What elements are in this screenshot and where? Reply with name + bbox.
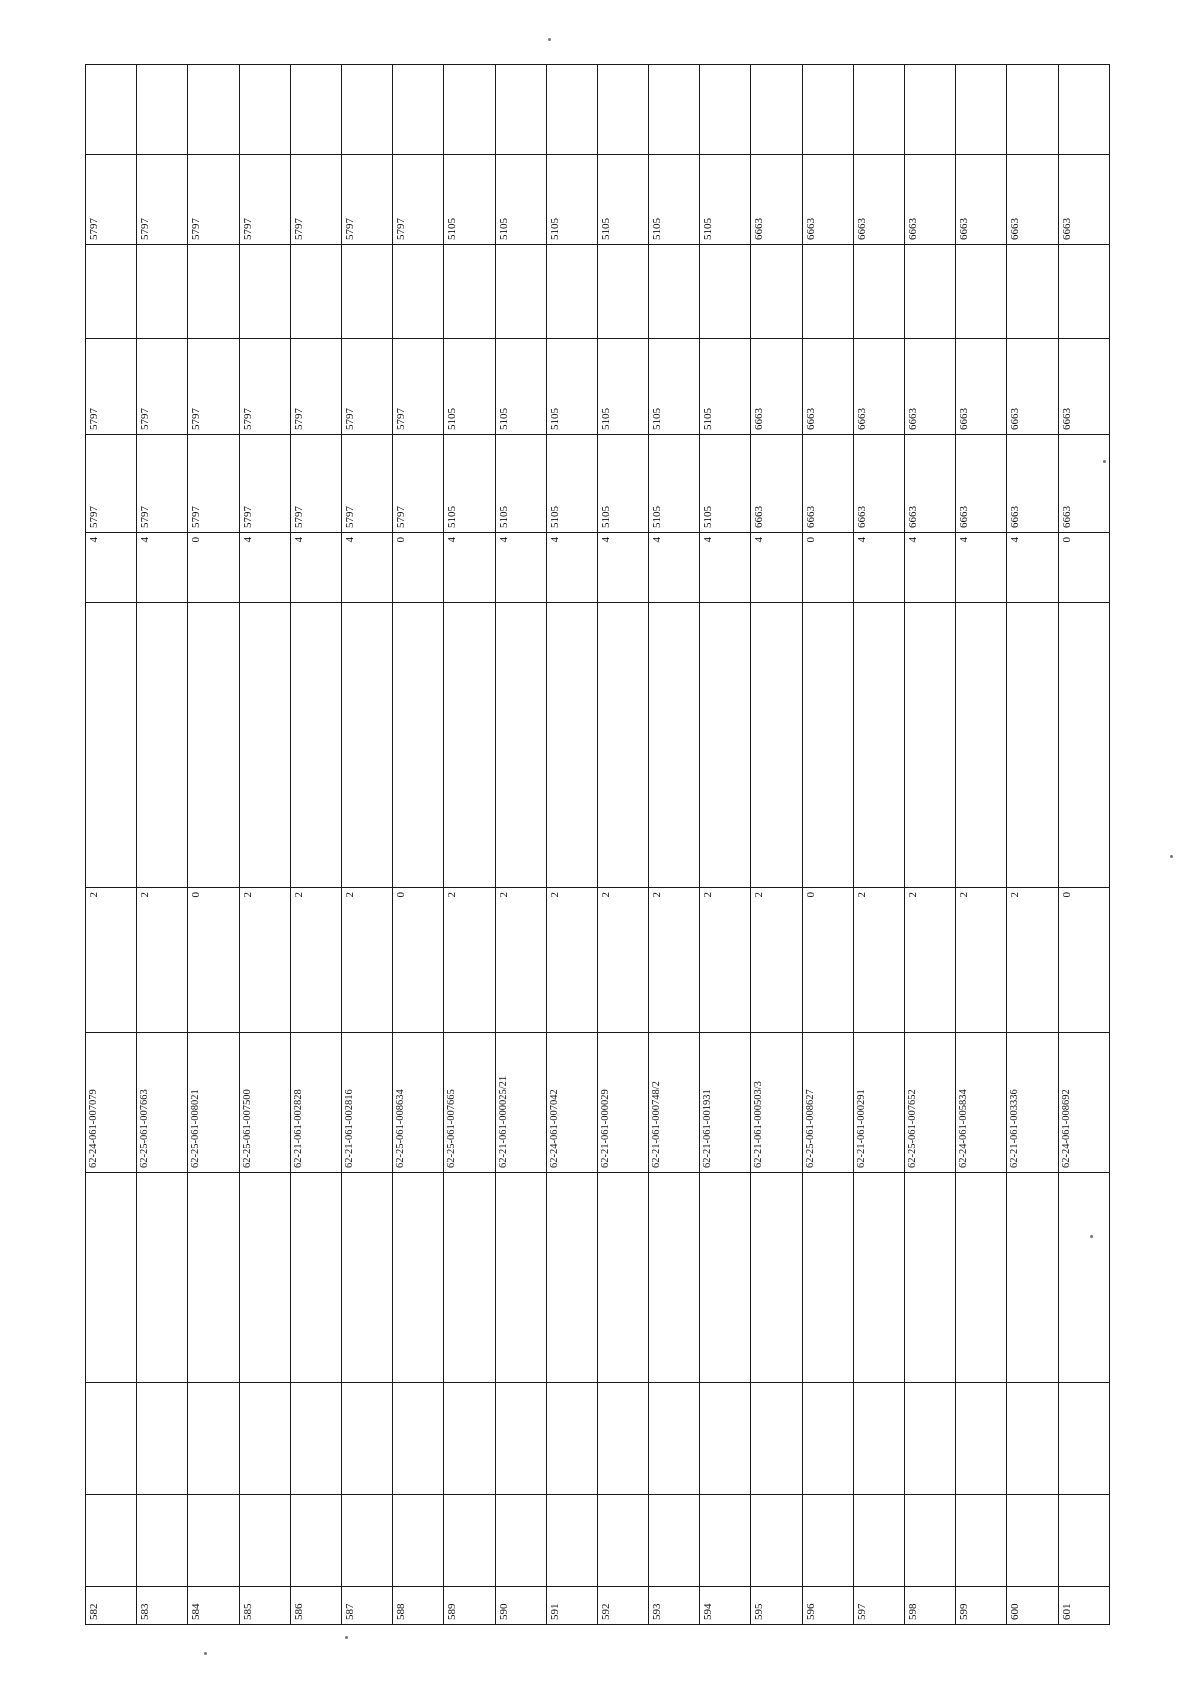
empty-cell <box>1007 245 1058 339</box>
count-a-cell: 2 <box>1007 888 1058 1033</box>
empty-cell <box>86 245 137 339</box>
empty-cell <box>290 603 341 888</box>
settlement-cell <box>956 1383 1007 1495</box>
rotated-table-container <box>85 65 1110 1625</box>
empty-cell <box>393 65 444 155</box>
count-b-cell: 4 <box>905 533 956 603</box>
empty-cell <box>751 65 802 155</box>
empty-cell <box>802 603 853 888</box>
row-number: 598 <box>905 1587 956 1625</box>
object-description-cell <box>137 1173 188 1383</box>
empty-cell <box>1058 245 1109 339</box>
empty-cell <box>649 245 700 339</box>
municipality-cell <box>393 1495 444 1587</box>
municipality-cell <box>905 1495 956 1587</box>
value-1-cell: 6663 <box>905 435 956 533</box>
empty-cell <box>495 603 546 888</box>
municipality-cell <box>751 1495 802 1587</box>
value-2-cell: 5797 <box>290 339 341 435</box>
municipality-cell <box>495 1495 546 1587</box>
value-3-cell: 6663 <box>853 155 904 245</box>
table-row <box>905 65 956 1625</box>
value-2-cell: 5105 <box>597 339 648 435</box>
value-1-cell: 5105 <box>649 435 700 533</box>
empty-cell <box>1058 65 1109 155</box>
empty-cell <box>290 245 341 339</box>
value-2-cell: 6663 <box>802 339 853 435</box>
table-body <box>86 65 1110 1625</box>
count-a-cell: 2 <box>700 888 751 1033</box>
table-row <box>444 65 495 1625</box>
value-2-cell: 6663 <box>1007 339 1058 435</box>
count-b-cell: 4 <box>1007 533 1058 603</box>
empty-cell <box>290 65 341 155</box>
empty-cell <box>853 603 904 888</box>
value-1-cell: 5105 <box>597 435 648 533</box>
object-description-cell <box>853 1173 904 1383</box>
empty-cell <box>444 65 495 155</box>
settlement-cell <box>341 1383 392 1495</box>
count-a-cell: 2 <box>137 888 188 1033</box>
value-3-cell: 5797 <box>86 155 137 245</box>
settlement-cell <box>137 1383 188 1495</box>
object-description-cell <box>802 1173 853 1383</box>
value-1-cell: 6663 <box>853 435 904 533</box>
settlement-cell <box>239 1383 290 1495</box>
table-row <box>853 65 904 1625</box>
empty-cell <box>546 603 597 888</box>
table-row <box>546 65 597 1625</box>
count-a-cell: 0 <box>1058 888 1109 1033</box>
settlement-cell <box>393 1383 444 1495</box>
count-b-cell: 0 <box>802 533 853 603</box>
count-a-cell: 2 <box>649 888 700 1033</box>
row-number: 587 <box>341 1587 392 1625</box>
value-2-cell: 5105 <box>444 339 495 435</box>
object-description-cell <box>1058 1173 1109 1383</box>
value-2-cell: 5105 <box>495 339 546 435</box>
empty-cell <box>86 603 137 888</box>
empty-cell <box>188 245 239 339</box>
object-code-cell: 62-25-061-007663 <box>137 1033 188 1173</box>
municipality-cell <box>341 1495 392 1587</box>
municipality-cell <box>444 1495 495 1587</box>
table-row <box>597 65 648 1625</box>
municipality-cell <box>956 1495 1007 1587</box>
table-row <box>1007 65 1058 1625</box>
municipality-cell <box>188 1495 239 1587</box>
count-b-cell: 4 <box>853 533 904 603</box>
empty-cell <box>853 245 904 339</box>
empty-cell <box>1007 65 1058 155</box>
row-number: 595 <box>751 1587 802 1625</box>
value-2-cell: 5797 <box>393 339 444 435</box>
empty-cell <box>393 245 444 339</box>
value-1-cell: 5797 <box>290 435 341 533</box>
value-1-cell: 5797 <box>393 435 444 533</box>
value-1-cell: 6663 <box>1058 435 1109 533</box>
count-a-cell: 2 <box>495 888 546 1033</box>
municipality-cell <box>290 1495 341 1587</box>
object-description-cell <box>239 1173 290 1383</box>
value-3-cell: 6663 <box>751 155 802 245</box>
empty-cell <box>751 245 802 339</box>
value-3-cell: 5797 <box>188 155 239 245</box>
object-description-cell <box>649 1173 700 1383</box>
empty-cell <box>1007 603 1058 888</box>
value-2-cell: 6663 <box>853 339 904 435</box>
scan-speck <box>1090 1235 1093 1238</box>
value-1-cell: 5797 <box>188 435 239 533</box>
object-code-cell: 62-25-061-008634 <box>393 1033 444 1173</box>
value-2-cell: 6663 <box>905 339 956 435</box>
empty-cell <box>393 603 444 888</box>
object-code-cell: 62-21-061-000291 <box>853 1033 904 1173</box>
row-number: 591 <box>546 1587 597 1625</box>
object-description-cell <box>597 1173 648 1383</box>
value-3-cell: 5797 <box>137 155 188 245</box>
object-code-cell: 62-25-061-007665 <box>444 1033 495 1173</box>
value-2-cell: 5797 <box>86 339 137 435</box>
count-a-cell: 2 <box>239 888 290 1033</box>
settlement-cell <box>700 1383 751 1495</box>
table-row <box>86 65 137 1625</box>
scan-speck <box>1103 460 1106 463</box>
empty-cell <box>239 65 290 155</box>
object-description-cell <box>546 1173 597 1383</box>
table-row <box>1058 65 1109 1625</box>
settlement-cell <box>86 1383 137 1495</box>
count-b-cell: 4 <box>495 533 546 603</box>
value-3-cell: 6663 <box>802 155 853 245</box>
settlement-cell <box>597 1383 648 1495</box>
object-description-cell <box>86 1173 137 1383</box>
empty-cell <box>239 245 290 339</box>
empty-cell <box>341 603 392 888</box>
value-2-cell: 5797 <box>188 339 239 435</box>
scan-speck <box>548 38 551 41</box>
value-3-cell: 5105 <box>495 155 546 245</box>
object-description-cell <box>905 1173 956 1383</box>
count-a-cell: 2 <box>86 888 137 1033</box>
row-number: 600 <box>1007 1587 1058 1625</box>
value-2-cell: 5797 <box>137 339 188 435</box>
empty-cell <box>905 65 956 155</box>
empty-cell <box>956 603 1007 888</box>
object-description-cell <box>956 1173 1007 1383</box>
empty-cell <box>802 245 853 339</box>
empty-cell <box>700 65 751 155</box>
count-b-cell: 4 <box>751 533 802 603</box>
object-code-cell: 62-21-061-002816 <box>341 1033 392 1173</box>
row-number: 597 <box>853 1587 904 1625</box>
value-1-cell: 5105 <box>700 435 751 533</box>
table-row <box>239 65 290 1625</box>
municipality-cell <box>802 1495 853 1587</box>
empty-cell <box>137 603 188 888</box>
value-3-cell: 6663 <box>956 155 1007 245</box>
empty-cell <box>546 65 597 155</box>
empty-cell <box>956 245 1007 339</box>
object-code-cell: 62-21-061-002828 <box>290 1033 341 1173</box>
table-row <box>751 65 802 1625</box>
value-2-cell: 6663 <box>751 339 802 435</box>
settlement-cell <box>1007 1383 1058 1495</box>
settlement-cell <box>1058 1383 1109 1495</box>
empty-cell <box>802 65 853 155</box>
empty-cell <box>905 245 956 339</box>
settlement-cell <box>546 1383 597 1495</box>
count-b-cell: 4 <box>597 533 648 603</box>
count-b-cell: 4 <box>649 533 700 603</box>
count-b-cell: 4 <box>956 533 1007 603</box>
row-number: 588 <box>393 1587 444 1625</box>
object-code-cell: 62-21-061-000748/2 <box>649 1033 700 1173</box>
table-row <box>393 65 444 1625</box>
value-3-cell: 5797 <box>290 155 341 245</box>
value-1-cell: 6663 <box>1007 435 1058 533</box>
count-a-cell: 2 <box>444 888 495 1033</box>
count-b-cell: 4 <box>137 533 188 603</box>
scan-speck <box>204 1652 207 1655</box>
row-number: 594 <box>700 1587 751 1625</box>
value-1-cell: 6663 <box>751 435 802 533</box>
count-b-cell: 4 <box>546 533 597 603</box>
municipality-cell <box>649 1495 700 1587</box>
empty-cell <box>751 603 802 888</box>
empty-cell <box>495 245 546 339</box>
value-1-cell: 5797 <box>239 435 290 533</box>
row-number: 601 <box>1058 1587 1109 1625</box>
count-a-cell: 2 <box>546 888 597 1033</box>
value-1-cell: 5797 <box>341 435 392 533</box>
settlement-cell <box>802 1383 853 1495</box>
value-3-cell: 6663 <box>905 155 956 245</box>
count-a-cell: 2 <box>597 888 648 1033</box>
object-code-cell: 62-21-061-000029 <box>597 1033 648 1173</box>
scan-speck <box>345 1636 348 1639</box>
value-1-cell: 5105 <box>495 435 546 533</box>
empty-cell <box>137 65 188 155</box>
empty-cell <box>853 65 904 155</box>
value-3-cell: 5105 <box>700 155 751 245</box>
count-a-cell: 2 <box>341 888 392 1033</box>
count-a-cell: 2 <box>956 888 1007 1033</box>
table-row <box>495 65 546 1625</box>
municipality-cell <box>853 1495 904 1587</box>
count-a-cell: 2 <box>290 888 341 1033</box>
settlement-cell <box>751 1383 802 1495</box>
row-number: 592 <box>597 1587 648 1625</box>
municipality-cell <box>239 1495 290 1587</box>
value-3-cell: 5105 <box>649 155 700 245</box>
value-3-cell: 5105 <box>597 155 648 245</box>
empty-cell <box>700 603 751 888</box>
value-3-cell: 6663 <box>1007 155 1058 245</box>
settlement-cell <box>649 1383 700 1495</box>
value-2-cell: 5797 <box>341 339 392 435</box>
object-code-cell: 62-21-061-001931 <box>700 1033 751 1173</box>
empty-cell <box>86 65 137 155</box>
object-description-cell <box>393 1173 444 1383</box>
empty-cell <box>597 603 648 888</box>
value-1-cell: 5797 <box>137 435 188 533</box>
empty-cell <box>597 245 648 339</box>
municipality-cell <box>137 1495 188 1587</box>
value-2-cell: 6663 <box>1058 339 1109 435</box>
empty-cell <box>905 603 956 888</box>
empty-cell <box>597 65 648 155</box>
row-number: 585 <box>239 1587 290 1625</box>
empty-cell <box>1058 603 1109 888</box>
count-b-cell: 0 <box>188 533 239 603</box>
municipality-cell <box>597 1495 648 1587</box>
value-2-cell: 5105 <box>546 339 597 435</box>
table-row <box>290 65 341 1625</box>
row-number: 590 <box>495 1587 546 1625</box>
municipality-cell <box>1058 1495 1109 1587</box>
settlement-cell <box>188 1383 239 1495</box>
table-row <box>137 65 188 1625</box>
empty-cell <box>649 603 700 888</box>
count-a-cell: 2 <box>853 888 904 1033</box>
empty-cell <box>546 245 597 339</box>
table-row <box>700 65 751 1625</box>
gasification-table <box>85 64 1110 1625</box>
empty-cell <box>956 65 1007 155</box>
object-code-cell: 62-21-061-000503/3 <box>751 1033 802 1173</box>
empty-cell <box>239 603 290 888</box>
count-a-cell: 0 <box>393 888 444 1033</box>
municipality-cell <box>700 1495 751 1587</box>
count-a-cell: 0 <box>188 888 239 1033</box>
empty-cell <box>495 65 546 155</box>
value-2-cell: 5105 <box>700 339 751 435</box>
value-2-cell: 5797 <box>239 339 290 435</box>
count-a-cell: 2 <box>905 888 956 1033</box>
value-3-cell: 6663 <box>1058 155 1109 245</box>
empty-cell <box>341 65 392 155</box>
table-row <box>188 65 239 1625</box>
table-row <box>802 65 853 1625</box>
object-description-cell <box>495 1173 546 1383</box>
table-row <box>649 65 700 1625</box>
object-code-cell: 62-25-061-008627 <box>802 1033 853 1173</box>
value-1-cell: 5105 <box>546 435 597 533</box>
row-number: 593 <box>649 1587 700 1625</box>
row-number: 586 <box>290 1587 341 1625</box>
object-description-cell <box>751 1173 802 1383</box>
row-number: 583 <box>137 1587 188 1625</box>
count-a-cell: 2 <box>751 888 802 1033</box>
value-3-cell: 5797 <box>393 155 444 245</box>
object-description-cell <box>188 1173 239 1383</box>
settlement-cell <box>290 1383 341 1495</box>
value-3-cell: 5797 <box>341 155 392 245</box>
count-a-cell: 0 <box>802 888 853 1033</box>
row-number: 589 <box>444 1587 495 1625</box>
count-b-cell: 4 <box>700 533 751 603</box>
object-code-cell: 62-24-061-007079 <box>86 1033 137 1173</box>
object-description-cell <box>341 1173 392 1383</box>
object-code-cell: 62-24-061-005834 <box>956 1033 1007 1173</box>
empty-cell <box>444 603 495 888</box>
empty-cell <box>341 245 392 339</box>
value-3-cell: 5105 <box>546 155 597 245</box>
object-code-cell: 62-25-061-008021 <box>188 1033 239 1173</box>
count-b-cell: 0 <box>393 533 444 603</box>
empty-cell <box>188 65 239 155</box>
row-number: 584 <box>188 1587 239 1625</box>
table-row <box>956 65 1007 1625</box>
count-b-cell: 4 <box>290 533 341 603</box>
value-3-cell: 5105 <box>444 155 495 245</box>
object-description-cell <box>700 1173 751 1383</box>
value-3-cell: 5797 <box>239 155 290 245</box>
value-1-cell: 5797 <box>86 435 137 533</box>
empty-cell <box>137 245 188 339</box>
object-code-cell: 62-24-061-007042 <box>546 1033 597 1173</box>
count-b-cell: 0 <box>1058 533 1109 603</box>
empty-cell <box>649 65 700 155</box>
count-b-cell: 4 <box>444 533 495 603</box>
value-1-cell: 6663 <box>956 435 1007 533</box>
municipality-cell <box>1007 1495 1058 1587</box>
row-number: 599 <box>956 1587 1007 1625</box>
empty-cell <box>444 245 495 339</box>
object-code-cell: 62-24-061-008692 <box>1058 1033 1109 1173</box>
value-1-cell: 5105 <box>444 435 495 533</box>
object-code-cell: 62-21-061-000025/21 <box>495 1033 546 1173</box>
row-number: 582 <box>86 1587 137 1625</box>
value-1-cell: 6663 <box>802 435 853 533</box>
municipality-cell <box>86 1495 137 1587</box>
settlement-cell <box>444 1383 495 1495</box>
municipality-cell <box>546 1495 597 1587</box>
object-description-cell <box>444 1173 495 1383</box>
empty-cell <box>700 245 751 339</box>
count-b-cell: 4 <box>239 533 290 603</box>
object-code-cell: 62-21-061-003336 <box>1007 1033 1058 1173</box>
object-description-cell <box>290 1173 341 1383</box>
object-code-cell: 62-25-061-007652 <box>905 1033 956 1173</box>
count-b-cell: 4 <box>86 533 137 603</box>
value-2-cell: 6663 <box>956 339 1007 435</box>
empty-cell <box>188 603 239 888</box>
settlement-cell <box>905 1383 956 1495</box>
count-b-cell: 4 <box>341 533 392 603</box>
table-row <box>341 65 392 1625</box>
row-number: 596 <box>802 1587 853 1625</box>
scan-speck <box>1170 855 1173 858</box>
object-code-cell: 62-25-061-007500 <box>239 1033 290 1173</box>
settlement-cell <box>853 1383 904 1495</box>
value-2-cell: 5105 <box>649 339 700 435</box>
settlement-cell <box>495 1383 546 1495</box>
object-description-cell <box>1007 1173 1058 1383</box>
